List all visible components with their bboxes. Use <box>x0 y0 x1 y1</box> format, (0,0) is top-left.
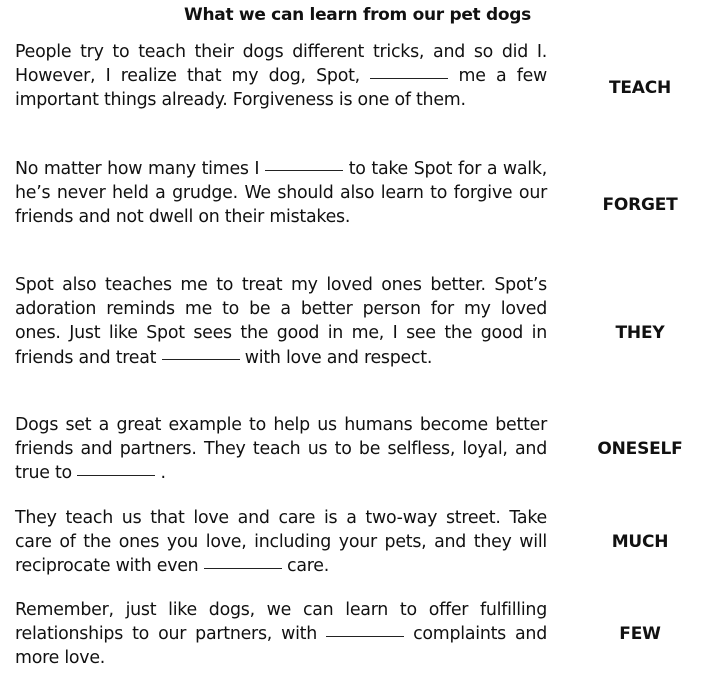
paragraph-text <box>15 598 547 671</box>
text-after-blank: . <box>155 463 166 484</box>
paragraph-text <box>15 413 547 486</box>
word-prompt: FORGET <box>602 195 678 215</box>
paragraph-text <box>15 157 547 230</box>
text-after-blank: to take Spot for a walk, he’s never held a grudge. We should also learn to forgive our friends and not dwell on their mistakes. <box>15 159 547 228</box>
answer-blank[interactable] <box>162 359 240 360</box>
text-before-blank: Spot also teaches me to treat my loved ones better. Spot’s adoration reminds me to be a better person for my loved ones. Just like Spot sees the good in me, I see the good in friends and treat <box>15 275 547 368</box>
text-before-blank: They teach us that love and care is a two-way street. Take care of the ones you love, including your pets, and they will reciprocate with even <box>15 508 547 577</box>
text-before-blank: People try to teach their dogs different tricks, and so did I. However, I realize that my dog, Spot, <box>15 42 547 87</box>
text-before-blank: No matter how many times I <box>15 159 265 179</box>
paragraph-text <box>15 506 547 579</box>
word-prompt: ONESELF <box>597 439 683 459</box>
text-before-blank: Dogs set a great example to help us humans become better friends and partners. They teach us to be selfless, loyal, and true to <box>15 415 547 484</box>
answer-blank[interactable] <box>370 78 448 79</box>
answer-blank[interactable] <box>326 636 404 637</box>
answer-blank[interactable] <box>77 475 155 476</box>
paragraph-text <box>15 273 547 370</box>
text-after-blank: with love and respect. <box>239 347 433 368</box>
word-prompt: MUCH <box>611 532 669 552</box>
page-title: What we can learn from our pet dogs <box>184 5 531 25</box>
word-prompt: FEW <box>619 624 661 644</box>
text-before-blank: Remember, just like dogs, we can learn to offer fulfilling relationships to our partners, with <box>15 600 547 645</box>
text-after-blank: care. <box>281 556 329 577</box>
word-prompt: THEY <box>615 323 665 343</box>
answer-blank[interactable] <box>265 170 343 171</box>
word-prompt: TEACH <box>608 78 672 98</box>
text-after-blank: me a few important things already. Forgiveness is one of them. <box>15 66 547 111</box>
text-after-blank: complaints and more love. <box>15 624 547 669</box>
paragraph-text <box>15 40 547 113</box>
answer-blank[interactable] <box>204 568 282 569</box>
